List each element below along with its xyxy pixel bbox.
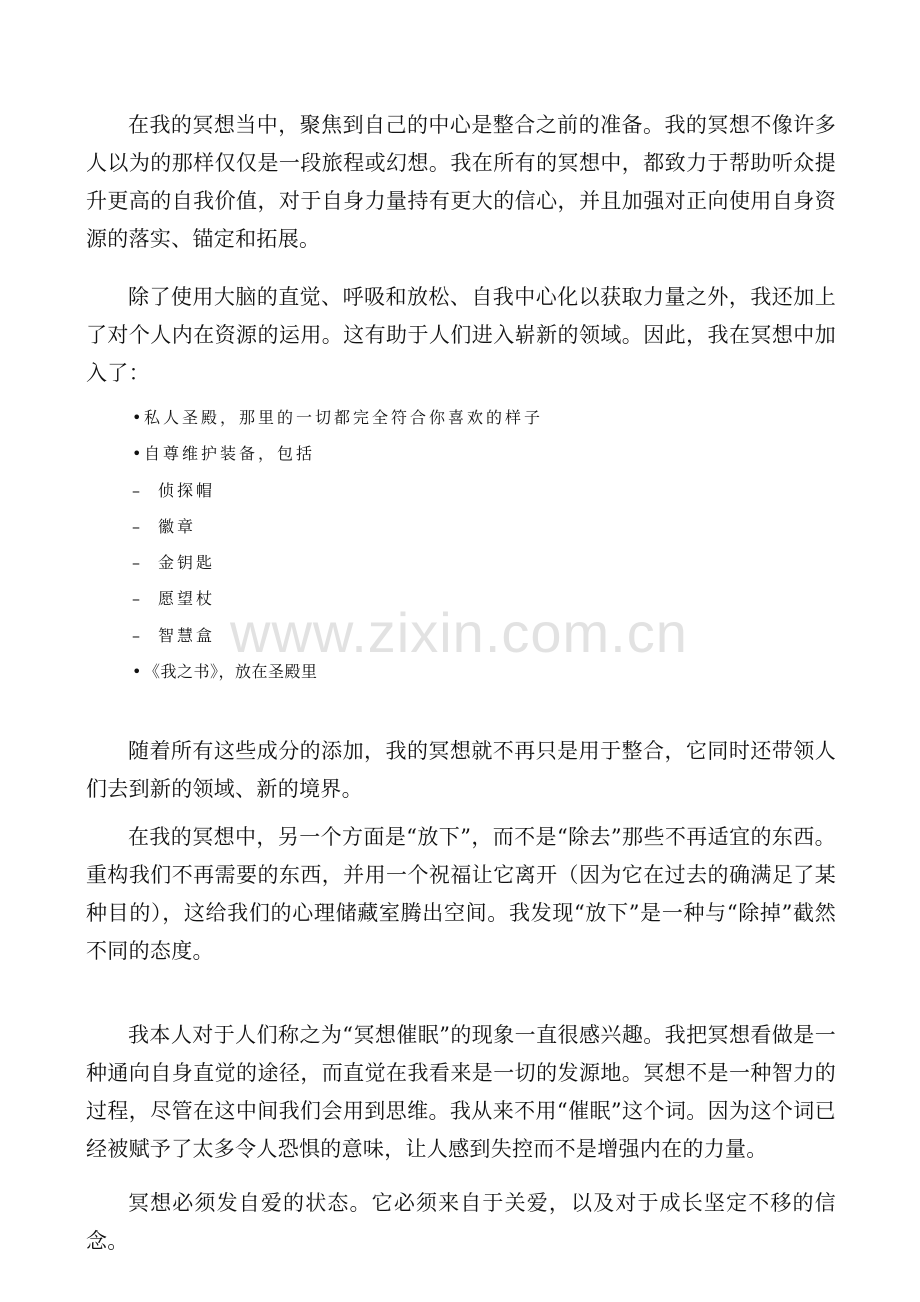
list-item (132, 509, 543, 545)
paragraph-5: 我本人对于人们称之为“冥想催眠”的现象一直很感兴趣。我把冥想看做是一种通向自身直觉的途径，而直觉在我看来是一切的发源地。冥想不是一种智力的过程，尽管在这中间我们会用到思维。我从来不用“催眠”这个词。因为这个词已经被赋予了太多令人恐惧的意味，让人感到失控而不是增强内在的力量。 (86, 1023, 836, 1161)
list-item-text: 私人圣殿，那里的一切都完全符合你喜欢的样子 (144, 408, 544, 427)
list-item (132, 545, 543, 581)
list-item-text: 智慧盒 (158, 625, 216, 645)
list-item-text: 徽章 (158, 516, 197, 536)
list-item-text: 自尊维护装备，包括 (144, 444, 316, 464)
dash-marker: – (132, 553, 143, 573)
dash-marker: – (132, 589, 143, 609)
paragraph-6: 冥想必须发自爱的状态。它必须来自于关爱，以及对于成长坚定不移的信念。 (86, 1191, 836, 1253)
list-item (132, 473, 543, 509)
bullet-marker: • (132, 444, 145, 464)
paragraph-2: 除了使用大脑的直觉、呼吸和放松、自我中心化以获取力量之外，我还加上了对个人内在资源的运用。这有助于人们进入崭新的领域。因此，我在冥想中加入了： (86, 285, 836, 385)
list-item-text: 侦探帽 (158, 480, 216, 500)
list-item (132, 654, 543, 690)
dash-marker: – (132, 480, 143, 500)
dash-marker: – (132, 625, 143, 645)
watermark: www.zixin.com.cn (230, 601, 688, 664)
list-item-text: 金钥匙 (158, 553, 216, 573)
bullet-marker: • (132, 662, 142, 682)
dash-marker: – (132, 516, 143, 536)
list-item-text: 愿望杖 (158, 589, 216, 609)
list-item (132, 400, 543, 436)
list-item (132, 436, 543, 472)
paragraph-3: 随着所有这些成分的添加，我的冥想就不再只是用于整合，它同时还带领人们去到新的领域、新的境界。 (86, 739, 836, 801)
resource-list (132, 400, 543, 690)
list-item-text: 《我之书》，放在圣殿里 (144, 662, 318, 682)
paragraph-1: 在我的冥想当中，聚焦到自己的中心是整合之前的准备。我的冥想不像许多人以为的那样仅仅是一段旅程或幻想。我在所有的冥想中，都致力于帮助听众提升更高的自我价值，对于自身力量持有更大的信心，并且加强对正向使用自身资源的落实、锚定和拓展。 (86, 113, 836, 251)
bullet-marker: • (132, 408, 145, 427)
paragraph-4: 在我的冥想中，另一个方面是“放下”，而不是“除去”那些不再适宜的东西。重构我们不再需要的东西，并用一个祝福让它离开（因为它在过去的确满足了某种目的），这给我们的心理储藏室腾出空间。我发现“放下”是一种与“除掉”截然不同的态度。 (86, 825, 836, 963)
list-item (132, 618, 543, 654)
list-item (132, 581, 543, 617)
